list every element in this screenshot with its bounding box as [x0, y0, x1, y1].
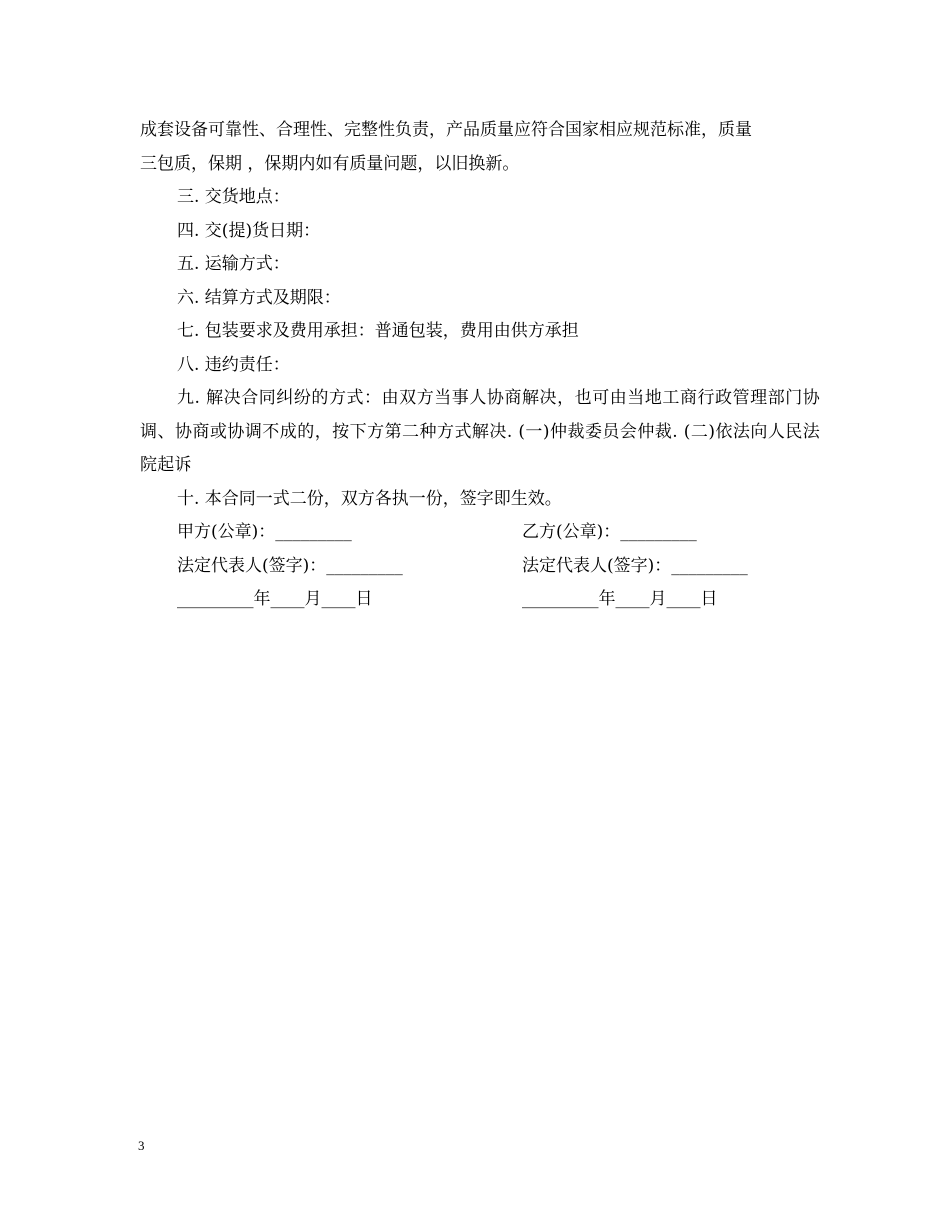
- continued-line-1: 成套设备可靠性、合理性、完整性负责，产品质量应符合国家相应规范标准，质量: [140, 120, 752, 140]
- party-b-representative: 法定代表人(签字)：_________: [522, 555, 748, 576]
- date-row: [140, 583, 820, 617]
- clause-packaging: 七. 包装要求及费用承担：普通包装，费用由供方承担: [177, 321, 579, 341]
- page-number: 3: [138, 1138, 145, 1153]
- clause-liability: 八. 违约责任：: [177, 354, 290, 375]
- continued-line-2: 三包质，保期 ，保期内如有质量问题，以旧换新。: [140, 153, 520, 174]
- clause-settlement: 六. 结算方式及期限：: [177, 287, 341, 308]
- clause-transport-method: 五. 运输方式：: [177, 254, 290, 274]
- clause-delivery-location: 三. 交货地点：: [177, 187, 290, 207]
- clause-dispute-resolution: 九. 解决合同纠纷的方式：由双方当事人协商解决，也可由当地工商行政管理部门协调、协商或协调不成的，按下方第二种方式解决. (一)仲裁委员会仲裁. (二)依法向人民法院起诉: [140, 388, 820, 475]
- contract-body: [140, 114, 820, 617]
- party-b-seal: 乙方(公章)：_________: [522, 522, 697, 542]
- party-a-seal: 甲方(公章)：_________: [177, 522, 352, 542]
- clause-copies: 十. 本合同一式二份，双方各执一份，签字即生效。: [177, 488, 562, 509]
- seal-row: [140, 516, 820, 550]
- representative-row: [140, 550, 820, 584]
- party-a-representative: 法定代表人(签字)：_________: [177, 555, 403, 576]
- party-a-date: _________年____月____日: [177, 589, 373, 609]
- clause-delivery-date: 四. 交(提)货日期：: [177, 220, 321, 241]
- party-b-date: _________年____月____日: [522, 589, 718, 609]
